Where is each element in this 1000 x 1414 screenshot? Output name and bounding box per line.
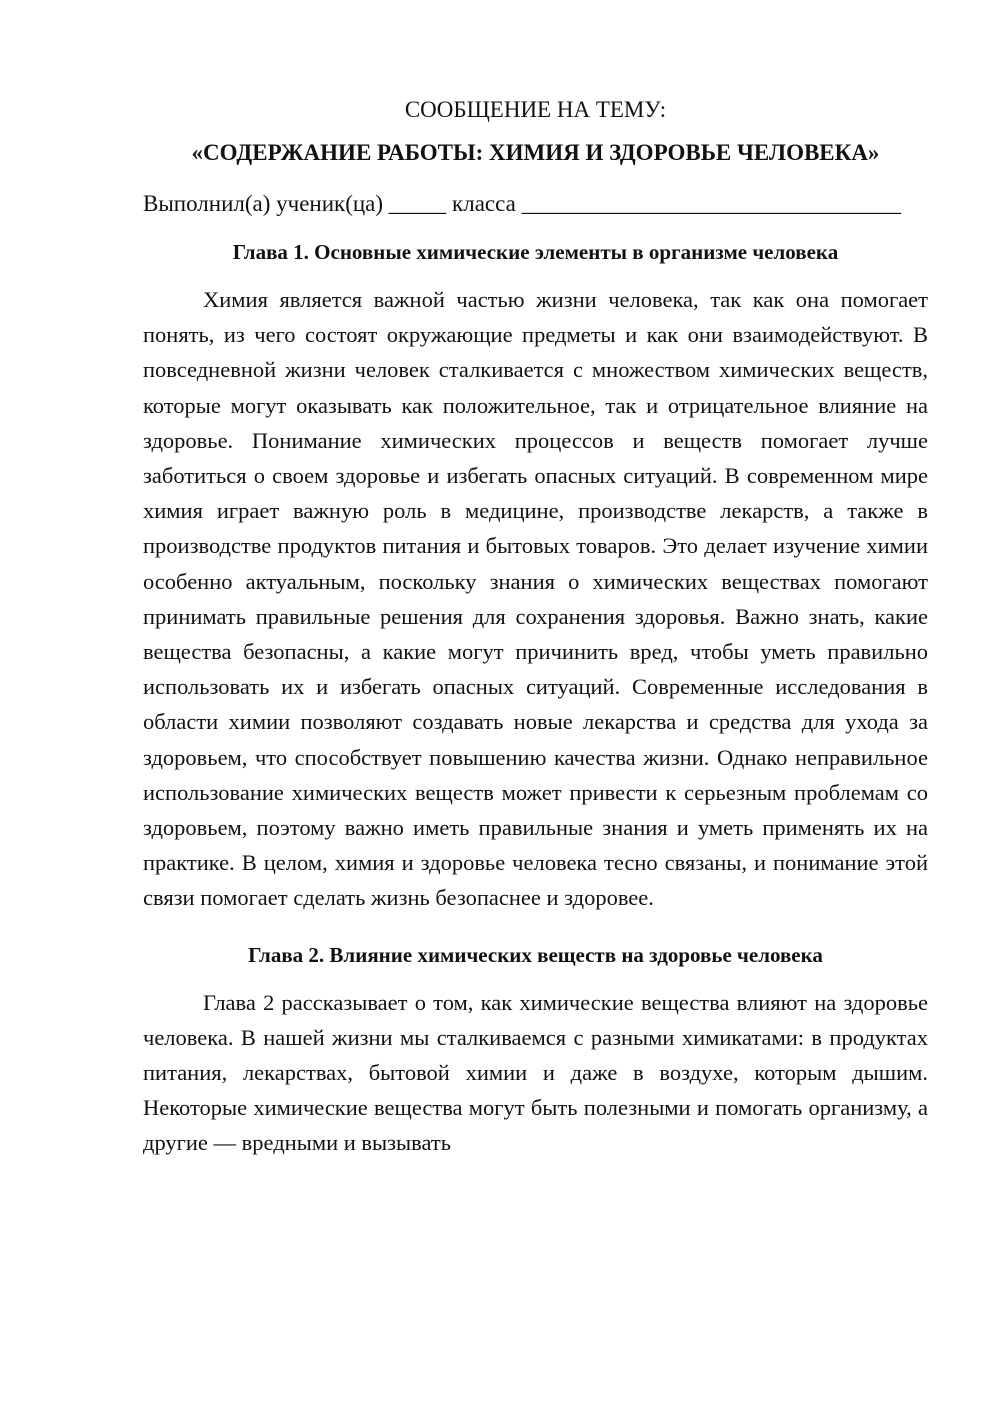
chapter-1-paragraph: Химия является важной частью жизни человека, так как она помогает понять, из чего состоят окружающие предметы и как они взаимодействуют. В повседневной жизни человек сталкивается с множеством химических веществ, которые могут оказывать как положительное, так и отрицательное влияние на здоровье. Понимание химических процессов и веществ помогает лучше заботиться о своем здоровье и избегать опасных ситуаций. В современном мире химия играет важную роль в медицине, производстве лекарств, а также в производстве продуктов питания и бытовых товаров. Это делает изучение химии особенно актуальным, поскольку знания о химических веществах помогают принимать правильные решения для сохранения здоровья. Важно знать, какие вещества безопасны, а какие могут причинить вред, чтобы уметь правильно использовать их и избегать опасных ситуаций. Современные исследования в области химии позволяют создавать новые лекарства и средства для ухода за здоровьем, что способствует повышению качества жизни. Однако неправильное использование химических веществ может привести к серьезным проблемам со здоровьем, поэтому важно иметь правильные знания и уметь применять их на практике. В целом, химия и здоровье человека тесно связаны, и понимание этой связи помогает сделать жизнь безопаснее и здоровее. (143, 287, 928, 911)
chapter-1-heading: Глава 1. Основные химические элементы в организме человека (232, 240, 839, 264)
chapter-2-paragraph: Глава 2 рассказывает о том, как химические вещества влияют на здоровье человека. В нашей жизни мы сталкиваемся с разными химикатами: в продуктах питания, лекарствах, бытовой химии и даже в воздухе, которым дышим. Некоторые химические вещества могут быть полезными и помогать организму, а другие — вредными и вызывать (143, 989, 928, 1156)
document-subtitle: СООБЩЕНИЕ НА ТЕМУ: (404, 97, 667, 122)
document-page (143, 92, 928, 1161)
document-title: «СОДЕРЖАНИЕ РАБОТЫ: ХИМИЯ И ЗДОРОВЬЕ ЧЕЛОВЕКА» (191, 140, 880, 165)
chapter-2 (143, 938, 928, 1161)
chapter-1 (143, 235, 928, 916)
chapter-2-heading: Глава 2. Влияние химических веществ на здоровье человека (248, 942, 823, 967)
student-info-line: Выполнил(а) ученик(ца) _____ класса _________________________________ (143, 191, 902, 216)
